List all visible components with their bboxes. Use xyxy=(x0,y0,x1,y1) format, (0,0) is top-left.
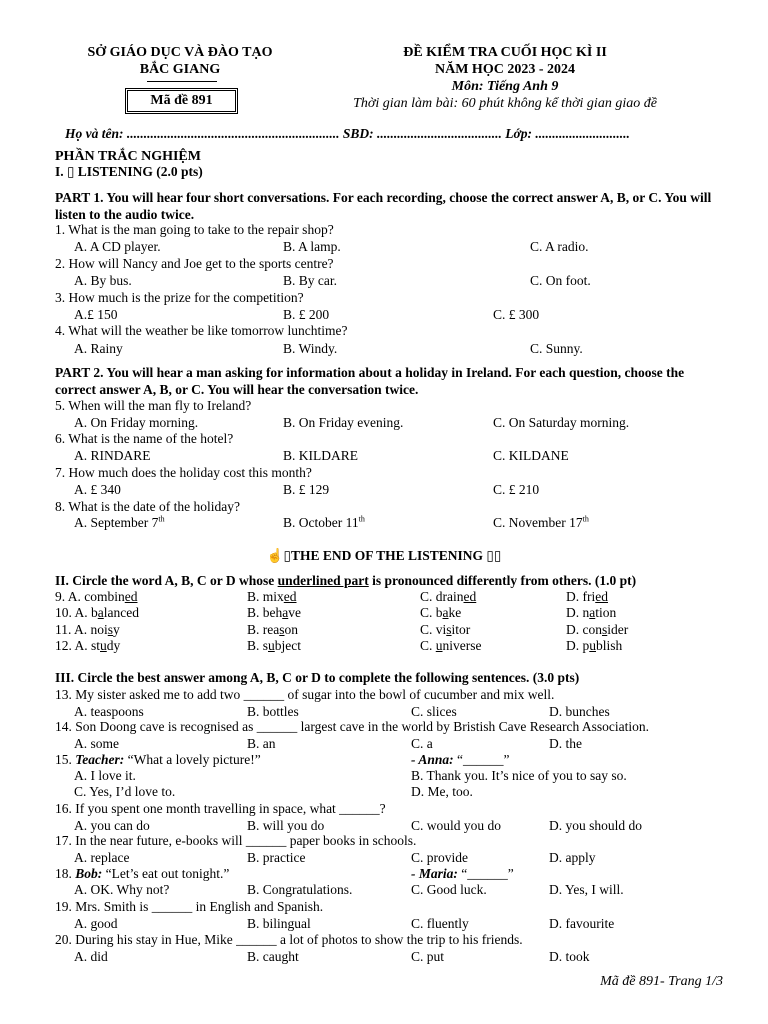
question-13 xyxy=(0,687,768,704)
question-20 xyxy=(0,932,768,949)
option-c: C. On Saturday morning. xyxy=(493,415,630,430)
question-2 xyxy=(0,256,768,273)
question-text: 16. If you spent one month travelling in space, what ______? xyxy=(55,801,386,816)
option-b: B. A lamp. xyxy=(283,239,341,254)
exam-time: Thời gian làm bài: 60 phút không kể thời gian giao đề xyxy=(353,96,657,111)
part2-instruction: PART 2. You will hear a man asking for information about a holiday in Ireland. For each question, choose the correct answer A, B, or C. You will hear the conversation twice. xyxy=(55,365,685,397)
question-1 xyxy=(0,222,768,239)
header-divider xyxy=(147,81,217,82)
option-a: 10. A. balanced xyxy=(55,605,139,620)
options-15a xyxy=(0,768,768,785)
pronunciation-row xyxy=(0,605,768,622)
question-text: 5. When will the man fly to Ireland? xyxy=(55,398,252,413)
question-16 xyxy=(0,801,768,818)
options-14 xyxy=(0,736,768,753)
question-text: 2. How will Nancy and Joe get to the sports centre? xyxy=(55,256,334,271)
option-d: D. took xyxy=(549,948,590,964)
option-c: C. a xyxy=(411,735,433,751)
reply-text: - Anna: “______” xyxy=(411,752,510,767)
option-c: C. put xyxy=(411,948,445,964)
option-b: B. will you do xyxy=(247,817,325,833)
option-a: A. I love it. xyxy=(74,768,136,783)
question-text: 15. Teacher: “What a lovely picture!” xyxy=(55,752,261,767)
question-7 xyxy=(0,465,768,482)
department-header xyxy=(55,44,305,78)
option-d: D. Yes, I will. xyxy=(549,882,624,897)
exam-code-box: Mã đề 891 xyxy=(125,88,238,114)
option-c: C. visitor xyxy=(420,622,471,637)
question-19 xyxy=(0,899,768,916)
option-a: A. you can do xyxy=(74,817,150,833)
option-b: B. an xyxy=(247,735,276,751)
option-a: A. good xyxy=(74,915,118,931)
option-c: C. drained xyxy=(420,589,477,604)
section3-title: III. Circle the best answer among A, B, C or D to complete the following sentences. (3.0 pts) xyxy=(55,670,580,685)
option-a: A. RINDARE xyxy=(74,448,151,463)
option-d: D. favourite xyxy=(549,915,615,931)
options-8 xyxy=(0,515,768,532)
option-a: A. OK. Why not? xyxy=(74,882,170,897)
subject: Môn: Tiếng Anh 9 xyxy=(451,79,559,94)
question-text: 13. My sister asked me to add two ______ of sugar into the bowl of cucumber and mix well. xyxy=(55,687,555,702)
question-text: 4. What will the weather be like tomorrow lunchtime? xyxy=(55,323,348,338)
option-c: C. £ 300 xyxy=(493,307,540,322)
end-of-listening: ☝▯THE END OF THE LISTENING ▯▯ xyxy=(266,548,502,563)
question-text: 7. How much does the holiday cost this month? xyxy=(55,465,312,480)
options-7 xyxy=(0,482,768,499)
options-19 xyxy=(0,916,768,933)
option-b: B. bilingual xyxy=(247,915,311,931)
option-b: B. Congratulations. xyxy=(247,882,353,897)
options-13 xyxy=(0,704,768,721)
option-d: D. the xyxy=(549,735,582,751)
option-b: B. bottles xyxy=(247,703,299,719)
pronunciation-row xyxy=(0,622,768,639)
option-a: A. teaspoons xyxy=(74,703,144,719)
options-20 xyxy=(0,949,768,966)
question-text: 3. How much is the prize for the competition? xyxy=(55,290,304,305)
question-14 xyxy=(0,719,768,736)
student-info-line: Họ và tên: ............................................................... SBD: ..................................... Lớp: ............................ xyxy=(65,126,630,141)
question-5 xyxy=(0,398,768,415)
option-b: B. October 11th xyxy=(283,514,365,530)
question-17 xyxy=(0,833,768,850)
option-a: A.£ 150 xyxy=(74,307,118,322)
pronunciation-row xyxy=(0,638,768,655)
option-d: D. Me, too. xyxy=(411,784,473,799)
question-15 xyxy=(0,752,768,769)
option-b: B. behave xyxy=(247,605,301,620)
province-name: BẮC GIANG xyxy=(139,62,221,77)
option-c: C. would you do xyxy=(411,817,502,833)
option-a: 12. A. study xyxy=(55,638,121,653)
question-text: 8. What is the date of the holiday? xyxy=(55,499,240,514)
option-b: B. subject xyxy=(247,638,302,653)
question-text: 18. Bob: “Let’s eat out tonight.” xyxy=(55,866,230,881)
reply-text: - Maria: “______” xyxy=(411,866,514,881)
question-4 xyxy=(0,323,768,340)
option-a: A. some xyxy=(74,735,119,751)
option-a: 9. A. combined xyxy=(55,589,138,604)
option-c: C. A radio. xyxy=(530,239,589,254)
page-footer: Mã đề 891- Trang 1/3 xyxy=(600,974,723,989)
option-c: C. Sunny. xyxy=(530,341,583,356)
option-a: A. £ 340 xyxy=(74,482,121,497)
option-d: D. publish xyxy=(566,638,623,653)
option-c: C. bake xyxy=(420,605,462,620)
option-c: C. KILDANE xyxy=(493,448,569,463)
question-text: 1. What is the man going to take to the repair shop? xyxy=(55,222,334,237)
question-text: 6. What is the name of the hotel? xyxy=(55,431,234,446)
option-b: B. Thank you. It’s nice of you to say so. xyxy=(411,768,627,783)
option-b: B. caught xyxy=(247,948,299,964)
school-year: NĂM HỌC 2023 - 2024 xyxy=(435,62,575,77)
option-d: D. you should do xyxy=(549,817,643,833)
option-a: A. By bus. xyxy=(74,273,132,288)
question-text: 20. During his stay in Hue, Mike ______ a lot of photos to show the trip to his friends. xyxy=(55,932,523,947)
option-a: A. A CD player. xyxy=(74,239,161,254)
question-text: 17. In the near future, e-books will ______ paper books in schools. xyxy=(55,833,417,848)
option-c: C. £ 210 xyxy=(493,482,540,497)
options-17 xyxy=(0,850,768,867)
option-b: B. mixed xyxy=(247,589,297,604)
option-b: B. By car. xyxy=(283,273,337,288)
options-15b xyxy=(0,784,768,801)
option-c: C. Yes, I’d love to. xyxy=(74,784,176,799)
option-a: 11. A. noisy xyxy=(55,622,120,637)
options-18 xyxy=(0,882,768,899)
option-b: B. KILDARE xyxy=(283,448,358,463)
options-6 xyxy=(0,448,768,465)
section-title: PHẦN TRẮC NGHIỆM xyxy=(55,149,201,164)
pronunciation-row xyxy=(0,589,768,606)
option-b: B. Windy. xyxy=(283,341,338,356)
options-3 xyxy=(0,307,768,324)
option-b: B. £ 200 xyxy=(283,307,330,322)
question-8 xyxy=(0,499,768,516)
options-2 xyxy=(0,273,768,290)
option-a: A. On Friday morning. xyxy=(74,415,199,430)
question-18 xyxy=(0,866,768,883)
option-b: B. practice xyxy=(247,849,306,865)
option-d: D. apply xyxy=(549,849,596,865)
option-c: C. November 17th xyxy=(493,514,589,530)
option-c: C. Good luck. xyxy=(411,882,487,897)
option-a: A. did xyxy=(74,948,108,964)
option-a: A. replace xyxy=(74,849,130,865)
option-c: C. provide xyxy=(411,849,468,865)
option-a: A. Rainy xyxy=(74,341,123,356)
question-text: 19. Mrs. Smith is ______ in English and Spanish. xyxy=(55,899,324,914)
option-d: D. consider xyxy=(566,622,629,637)
department-name: SỞ GIÁO DỤC VÀ ĐÀO TẠO xyxy=(87,45,273,60)
options-16 xyxy=(0,818,768,835)
option-c: C. fluently xyxy=(411,915,469,931)
option-c: C. On foot. xyxy=(530,273,591,288)
option-b: B. £ 129 xyxy=(283,482,330,497)
question-3 xyxy=(0,290,768,307)
option-d: D. bunches xyxy=(549,703,610,719)
exam-title: ĐỀ KIỂM TRA CUỐI HỌC KÌ II xyxy=(403,45,607,60)
part1-instruction: PART 1. You will hear four short conversations. For each recording, choose the correct answer A, B, or C. You will listen to the audio twice. xyxy=(55,190,712,222)
exam-header xyxy=(330,44,680,112)
option-d: D. nation xyxy=(566,605,617,620)
option-d: D. fried xyxy=(566,589,608,604)
option-b: B. On Friday evening. xyxy=(283,415,404,430)
option-a: A. September 7th xyxy=(74,514,165,530)
options-5 xyxy=(0,415,768,432)
question-text: 14. Son Doong cave is recognised as ______ largest cave in the world by Bristish Cave Research Association. xyxy=(55,719,650,734)
listening-title: I. ▯ LISTENING (2.0 pts) xyxy=(55,164,203,179)
option-b: B. reason xyxy=(247,622,298,637)
options-4 xyxy=(0,341,768,358)
options-1 xyxy=(0,239,768,256)
question-6 xyxy=(0,431,768,448)
section2-title: II. Circle the word A, B, C or D whose underlined part is pronounced differently from others. (1.0 pt) xyxy=(55,573,637,588)
option-c: C. slices xyxy=(411,703,457,719)
option-c: C. universe xyxy=(420,638,482,653)
